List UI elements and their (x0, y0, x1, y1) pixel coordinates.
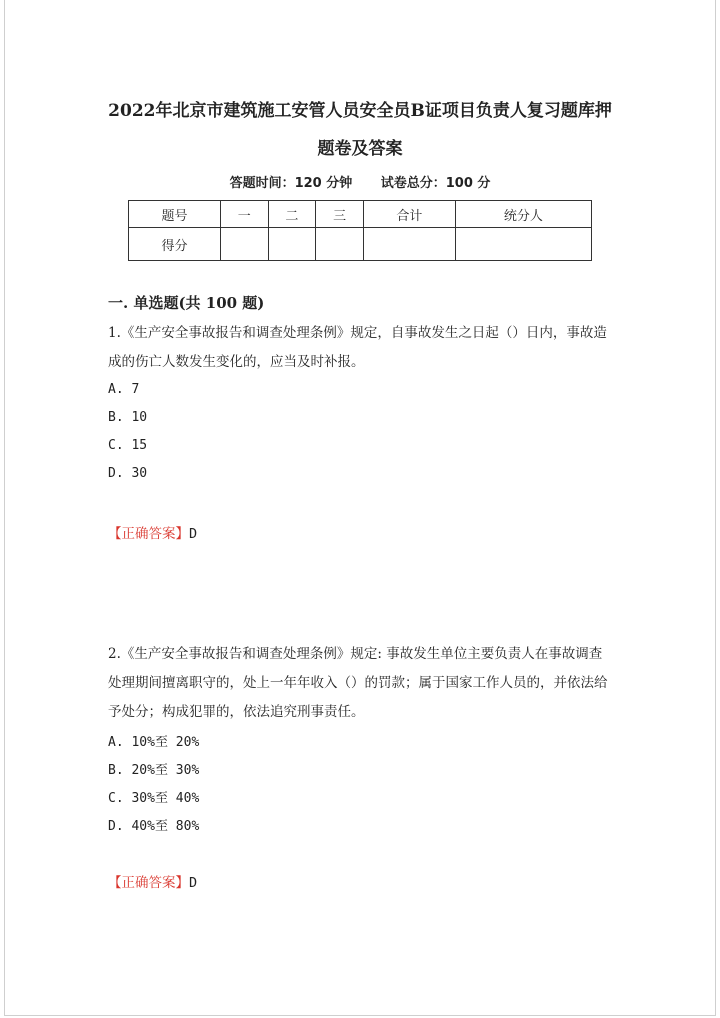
score-table-header: 一 (220, 201, 268, 228)
correct-answer-label: 【正确答案】 (108, 875, 189, 891)
score-cell (455, 228, 591, 261)
option-b: B. 10 (108, 410, 148, 425)
document-title-line2: 题卷及答案 (317, 139, 403, 159)
option-c: C. 30%至 40% (108, 791, 200, 806)
exam-time: 答题时间：120 分钟 (229, 176, 353, 191)
score-cell (363, 228, 455, 261)
score-table-header: 三 (316, 201, 364, 228)
score-row-label: 得分 (129, 228, 221, 261)
option-a: A. 10%至 20% (108, 735, 200, 750)
score-table-header: 题号 (129, 201, 221, 228)
section-title: 一. 单选题(共 100 题) (108, 294, 265, 312)
score-table-score-row (129, 228, 592, 261)
score-table-header-row (129, 201, 592, 228)
document-title-line1: 2022年北京市建筑施工安管人员安全员B证项目负责人复习题库押 (108, 101, 612, 121)
question-text: 2.《生产安全事故报告和调查处理条例》规定: 事故发生单位主要负责人在事故调查处理期间擅离职守的，处上一年年收入（）的罚款；属于国家工作人员的，并依法给予处分；构成犯罪的，依法追究刑事责任。 (108, 646, 608, 720)
option-a: A. 7 (108, 382, 140, 397)
correct-answer-value: D (189, 875, 198, 891)
exam-total-score: 试卷总分：100 分 (380, 176, 491, 191)
option-d: D. 30 (108, 466, 148, 481)
score-cell (220, 228, 268, 261)
score-table-header: 合计 (363, 201, 455, 228)
score-table-header: 二 (268, 201, 316, 228)
question-text: 1.《生产安全事故报告和调查处理条例》规定，自事故发生之日起（）日内，事故造成的伤亡人数发生变化的，应当及时补报。 (108, 325, 607, 370)
correct-answer-value: D (189, 526, 198, 542)
score-cell (268, 228, 316, 261)
option-d: D. 40%至 80% (108, 819, 200, 834)
option-b: B. 20%至 30% (108, 763, 200, 778)
exam-meta (0, 172, 720, 191)
correct-answer-label: 【正确答案】 (108, 526, 189, 542)
score-table (128, 200, 592, 261)
score-cell (316, 228, 364, 261)
correct-answer (108, 871, 197, 891)
correct-answer (108, 522, 197, 542)
score-table-header: 统分人 (455, 201, 591, 228)
option-c: C. 15 (108, 438, 148, 453)
